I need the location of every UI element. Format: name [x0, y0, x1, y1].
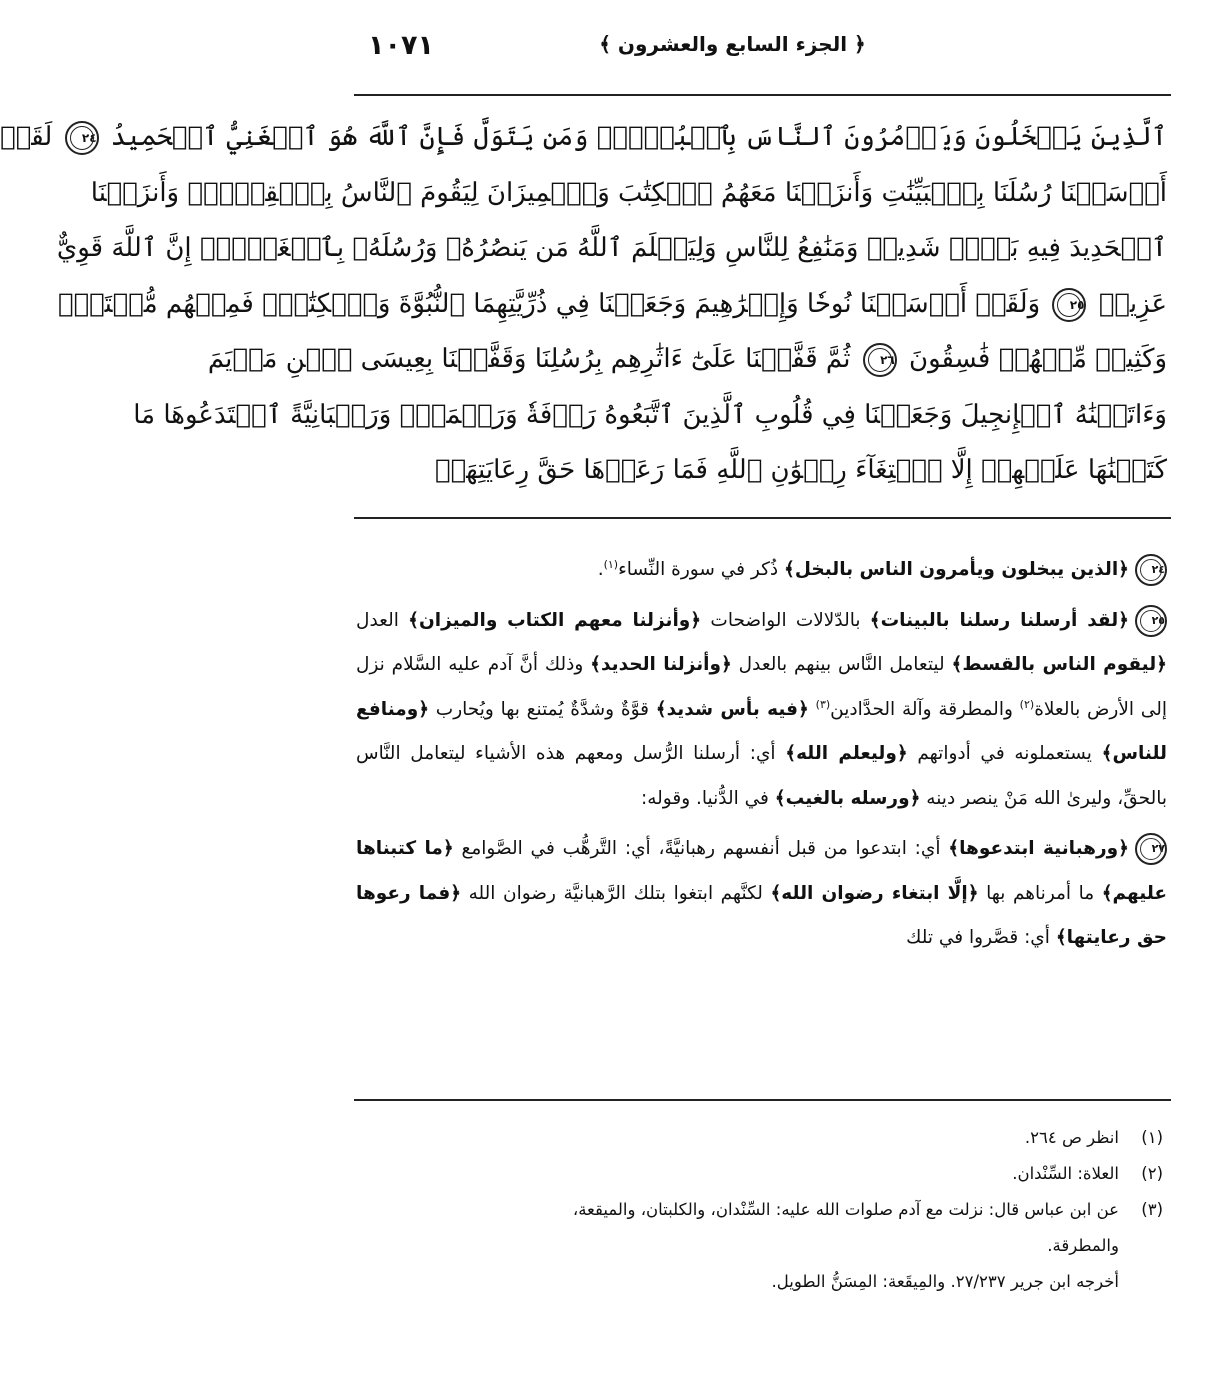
verses-rule — [354, 517, 1171, 519]
commentary-text: لكنَّهم ابتغوا بتلك الرَّهبانيَّة رضوان الله — [461, 882, 771, 904]
verse-line — [56, 221, 1167, 277]
footnote-ref: (١) — [603, 557, 619, 571]
verse-text: ٱلَّذِينَ يَبۡخَلُونَ وَيَأۡمُرُونَ ٱلنَّاسَ بِٱلۡبُخۡلِۗ وَمَن يَتَوَلَّ فَإِنَّ ٱللَّهَ هُوَ ٱلۡغَنِيُّ ٱلۡحَمِيدُ — [110, 122, 1167, 152]
commentary-text: وذلك أنَّ آدم عليه السَّلام نزل إلى الأرض بالعلاة — [356, 654, 1167, 720]
footnotes-block — [356, 1120, 1163, 1300]
verse-line — [207, 332, 1167, 388]
commentary-text: في الدُّنيا. وقوله: — [641, 787, 775, 809]
verse-number-badge-icon: ٢٥ — [1135, 605, 1167, 637]
verse-line — [90, 166, 1167, 222]
commentary-paragraph-25 — [356, 599, 1167, 822]
commentary-text: قوَّةٌ وشدَّةٌ يُمتنع بها ويُحارب — [429, 698, 656, 720]
commentary-paragraph-24 — [356, 548, 1167, 593]
verse-line — [0, 110, 1167, 166]
verse-text: لَقَدۡ — [0, 122, 53, 152]
verse-text: ثُمَّ قَفَّيۡنَا عَلَىٰٓ ءَاثَٰرِهِم بِرُسُلِنَا وَقَفَّيۡنَا بِعِيسَى ٱبۡنِ مَرۡيَمَ — [207, 344, 851, 374]
verse-line — [133, 388, 1167, 444]
ayah-number-icon: ٢٥ — [1052, 288, 1086, 322]
footnote-text: عن ابن عباس قال: نزلت مع آدم صلوات الله عليه: السِّنْدان، والكلبتان، والميقعة، — [572, 1200, 1119, 1219]
footnote-ref: (٢) — [1019, 697, 1035, 711]
ayah-number-icon: ٢٤ — [65, 121, 99, 155]
page-number: ١٠٧١ — [368, 30, 434, 61]
quoted-phrase: ﴿وأنزلنا الحديد﴾ — [590, 654, 732, 675]
verse-text: أَرۡسَلۡنَا رُسُلَنَا بِٱلۡبَيِّنَٰتِ وَأَنزَلۡنَا مَعَهُمُ ٱلۡكِتَٰبَ وَٱلۡمِيزَانَ لِيَقُومَ ٱلنَّاسُ بِٱلۡقِسۡطِۖ وَأَنزَلۡنَا — [90, 177, 1167, 208]
commentary-text: يستعملونه في أدواتهم — [907, 743, 1102, 764]
quran-text-block — [0, 110, 1167, 505]
commentary-text: ليتعامل النَّاس بينهم بالعدل — [731, 654, 952, 675]
quoted-phrase: ﴿ورسله بالغيب﴾ — [774, 787, 921, 809]
running-title: ﴿ الجزء السابع والعشرون ﴾ — [599, 32, 866, 56]
verse-text: وَلَقَدۡ أَرۡسَلۡنَا نُوحٗا وَإِبۡرَٰهِيمَ وَجَعَلۡنَا فِي ذُرِّيَّتِهِمَا ٱلنُّبُوَّةَ وَٱلۡكِتَٰبَۖ فَمِنۡهُم مُّهۡتَدٖۖ — [57, 288, 1041, 319]
footnote-text: العلاة: السِّنْدان. — [1012, 1164, 1119, 1183]
footnote-3 — [356, 1192, 1163, 1228]
quoted-phrase: ﴿وليعلم الله﴾ — [785, 743, 908, 764]
quoted-phrase: ﴿وأنزلنا معهم الكتاب والميزان﴾ — [408, 609, 702, 631]
quoted-phrase: ﴿فما رعوها حق رعايتها﴾ — [356, 882, 1167, 948]
page-header — [354, 26, 1111, 66]
quoted-phrase: ﴿فيه بأس شديد﴾ — [655, 698, 809, 720]
commentary-block — [356, 548, 1167, 967]
quoted-phrase: ﴿ومنافع للناس﴾ — [356, 698, 1167, 764]
verse-number-badge-icon: ٢٤ — [1135, 554, 1167, 586]
verse-text: وَكَثِيرٞ مِّنۡهُمۡ فَٰسِقُونَ — [909, 344, 1167, 374]
quoted-phrase: ﴿ورهبانية ابتدعوها﴾ — [948, 838, 1129, 859]
verse-number-badge-icon: ٢٧ — [1135, 833, 1167, 865]
footnote-1 — [356, 1120, 1163, 1156]
footnote-text: انظر ص ٢٦٤. — [1024, 1128, 1119, 1147]
commentary-text: العدل — [356, 609, 409, 631]
commentary-text: أي: أرسلنا الرُّسل ومعهم هذه الأشياء ليتعامل النَّاس بالحقِّ، وليرىٰ الله مَنْ ينصر دينه — [356, 743, 1167, 809]
commentary-text: والمطرقة وآلة الحدَّادين — [830, 698, 1020, 720]
ayah-number-icon: ٢٦ — [863, 343, 897, 377]
commentary-text: ذُكر في سورة النِّساء — [618, 559, 785, 580]
commentary-text: أي: ابتدعوا من قبل أنفسهم رهبانيَّةً، أي: التَّرهُّب في الصَّوامع — [453, 838, 949, 859]
footnote-ref: (٣) — [815, 697, 831, 711]
footnote-number: (١) — [1141, 1128, 1163, 1147]
commentary-text: ما أمرناهم بها — [978, 882, 1102, 904]
footnote-source: أخرجه ابن جرير ٢٧/٢٣٧. والمِيقَعة: المِسَنُّ الطويل. — [771, 1272, 1119, 1291]
quoted-phrase: ﴿إلَّا ابتغاء رضوان الله﴾ — [770, 882, 979, 904]
footnotes-rule — [354, 1099, 1171, 1101]
verse-line — [358, 443, 1167, 499]
footnote-continuation: والمطرقة. — [1047, 1236, 1119, 1255]
quoted-phrase: ﴿لقد أرسلنا رسلنا بالبينات﴾ — [869, 609, 1129, 631]
footnote-number: (٢) — [1141, 1164, 1163, 1183]
verse-line — [57, 277, 1167, 333]
quoted-phrase: ﴿ليقوم الناس بالقسط﴾ — [951, 654, 1167, 675]
commentary-text — [809, 699, 816, 720]
verse-text: ٱلۡحَدِيدَ فِيهِ بَأۡسٞ شَدِيدٞ وَمَنَٰفِعُ لِلنَّاسِ وَلِيَعۡلَمَ ٱللَّهُ مَن يَنصُرُهُۥ وَرُسُلَهُۥ بِٱلۡغَيۡبِۚ إِنَّ ٱللَّهَ قَوِيٌّ — [56, 233, 1167, 263]
quoted-phrase: ﴿الذين يبخلون ويأمرون الناس بالبخل﴾ — [784, 559, 1129, 580]
commentary-text: أي: قصَّروا في تلك — [906, 927, 1056, 948]
commentary-text: بالدّلالات الواضحات — [701, 609, 870, 631]
footnote-2 — [356, 1156, 1163, 1192]
quoted-phrase: ﴿ما كتبناها عليهم﴾ — [356, 838, 1168, 904]
verse-text: عَزِيزٞ — [1098, 288, 1167, 319]
header-rule — [354, 94, 1171, 96]
commentary-paragraph-27 — [356, 827, 1167, 961]
commentary-text: . — [597, 559, 604, 580]
verse-text: كَتَبۡنَٰهَا عَلَيۡهِمۡ إِلَّا ٱبۡتِغَآءَ رِضۡوَٰنِ ٱللَّهِ فَمَا رَعَوۡهَا حَقَّ رِعَايَتِهَاۖ — [434, 455, 1167, 485]
verse-text: وَءَاتَيۡنَٰهُ ٱلۡإِنجِيلَ وَجَعَلۡنَا فِي قُلُوبِ ٱلَّذِينَ ٱتَّبَعُوهُ رَأۡفَةٗ وَرَحۡمَةٗۚ وَرَهۡبَانِيَّةً ٱبۡتَدَعُوهَا مَا — [133, 399, 1167, 430]
footnote-number: (٣) — [1141, 1200, 1163, 1219]
